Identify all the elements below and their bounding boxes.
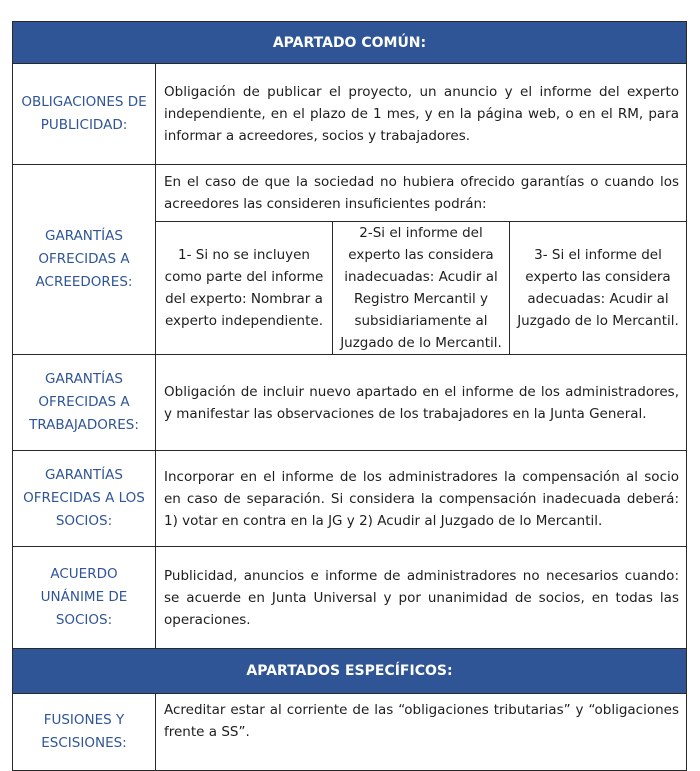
common-section-title: APARTADO COMÚN: bbox=[272, 34, 427, 51]
guarantee-option-2: 2-Si el informe del experto las considera inadecuadas: Acudir al Registro Mercantil y subsidiariamente al Juzgado de lo Mercantil. bbox=[332, 222, 509, 354]
row-content bbox=[156, 355, 686, 450]
row-content bbox=[156, 547, 686, 648]
row-label: GARANTÍAS OFRECIDAS A LOS SOCIOS: bbox=[13, 451, 156, 546]
specific-section-header bbox=[13, 649, 686, 694]
row-fusiones bbox=[13, 694, 686, 770]
row-label: OBLIGACIONES DE PUBLICIDAD: bbox=[13, 64, 156, 164]
row-trabajadores bbox=[13, 355, 686, 451]
specific-section-title: APARTADOS ESPECÍFICOS: bbox=[246, 663, 453, 679]
row-content bbox=[156, 694, 686, 770]
row-unanime bbox=[13, 547, 686, 649]
guarantees-block bbox=[156, 165, 686, 354]
row-label: FUSIONES Y ESCISIONES: bbox=[13, 694, 156, 770]
summary-table bbox=[12, 21, 687, 771]
row-text: Acreditar estar al corriente de las “obligaciones tributarias” y “obligaciones frente a SS”. bbox=[164, 702, 679, 740]
common-section-header bbox=[13, 22, 686, 64]
row-text: Incorporar en el informe de los administradores la compensación al socio en caso de separación. Si considera la compensación inadecuada deberá: 1) votar en contra en la JG y 2) Acudir al Juzgado de lo Mercantil. bbox=[164, 468, 679, 529]
row-text: Obligación de publicar el proyecto, un anuncio y el informe del experto independiente, en el plazo de 1 mes, y en la página web, o en el RM, para informar a acreedores, socios y trabajadores. bbox=[164, 84, 679, 144]
guarantees-options bbox=[156, 222, 686, 354]
row-label: GARANTÍAS OFRECIDAS A ACREEDORES: bbox=[13, 165, 156, 354]
guarantees-intro bbox=[156, 165, 686, 222]
row-acreedores bbox=[13, 165, 686, 355]
row-socios bbox=[13, 451, 686, 547]
row-label: ACUERDO UNÁNIME DE SOCIOS: bbox=[13, 547, 156, 648]
row-publicidad bbox=[13, 64, 686, 165]
row-text: Obligación de incluir nuevo apartado en el informe de los administradores, y manifestar las observaciones de los trabajadores en la Junta General. bbox=[164, 383, 679, 422]
row-label: GARANTÍAS OFRECIDAS A TRABAJADORES: bbox=[13, 355, 156, 450]
guarantee-option-1: 1- Si no se incluyen como parte del informe del experto: Nombrar a experto independiente. bbox=[164, 247, 324, 329]
guarantee-option-3: 3- Si el informe del experto las considera adecuadas: Acudir al Juzgado de lo Mercantil. bbox=[509, 222, 686, 354]
guarantees-intro-text: En el caso de que la sociedad no hubiera ofrecido garantías o cuando los acreedores las consideren insuficientes podrán: bbox=[164, 174, 679, 212]
row-content bbox=[156, 64, 686, 164]
row-text: Publicidad, anuncios e informe de administradores no necesarios cuando: se acuerde en Junta Universal y por unanimidad de socios, en todas las operaciones. bbox=[164, 567, 679, 628]
row-content bbox=[156, 451, 686, 546]
